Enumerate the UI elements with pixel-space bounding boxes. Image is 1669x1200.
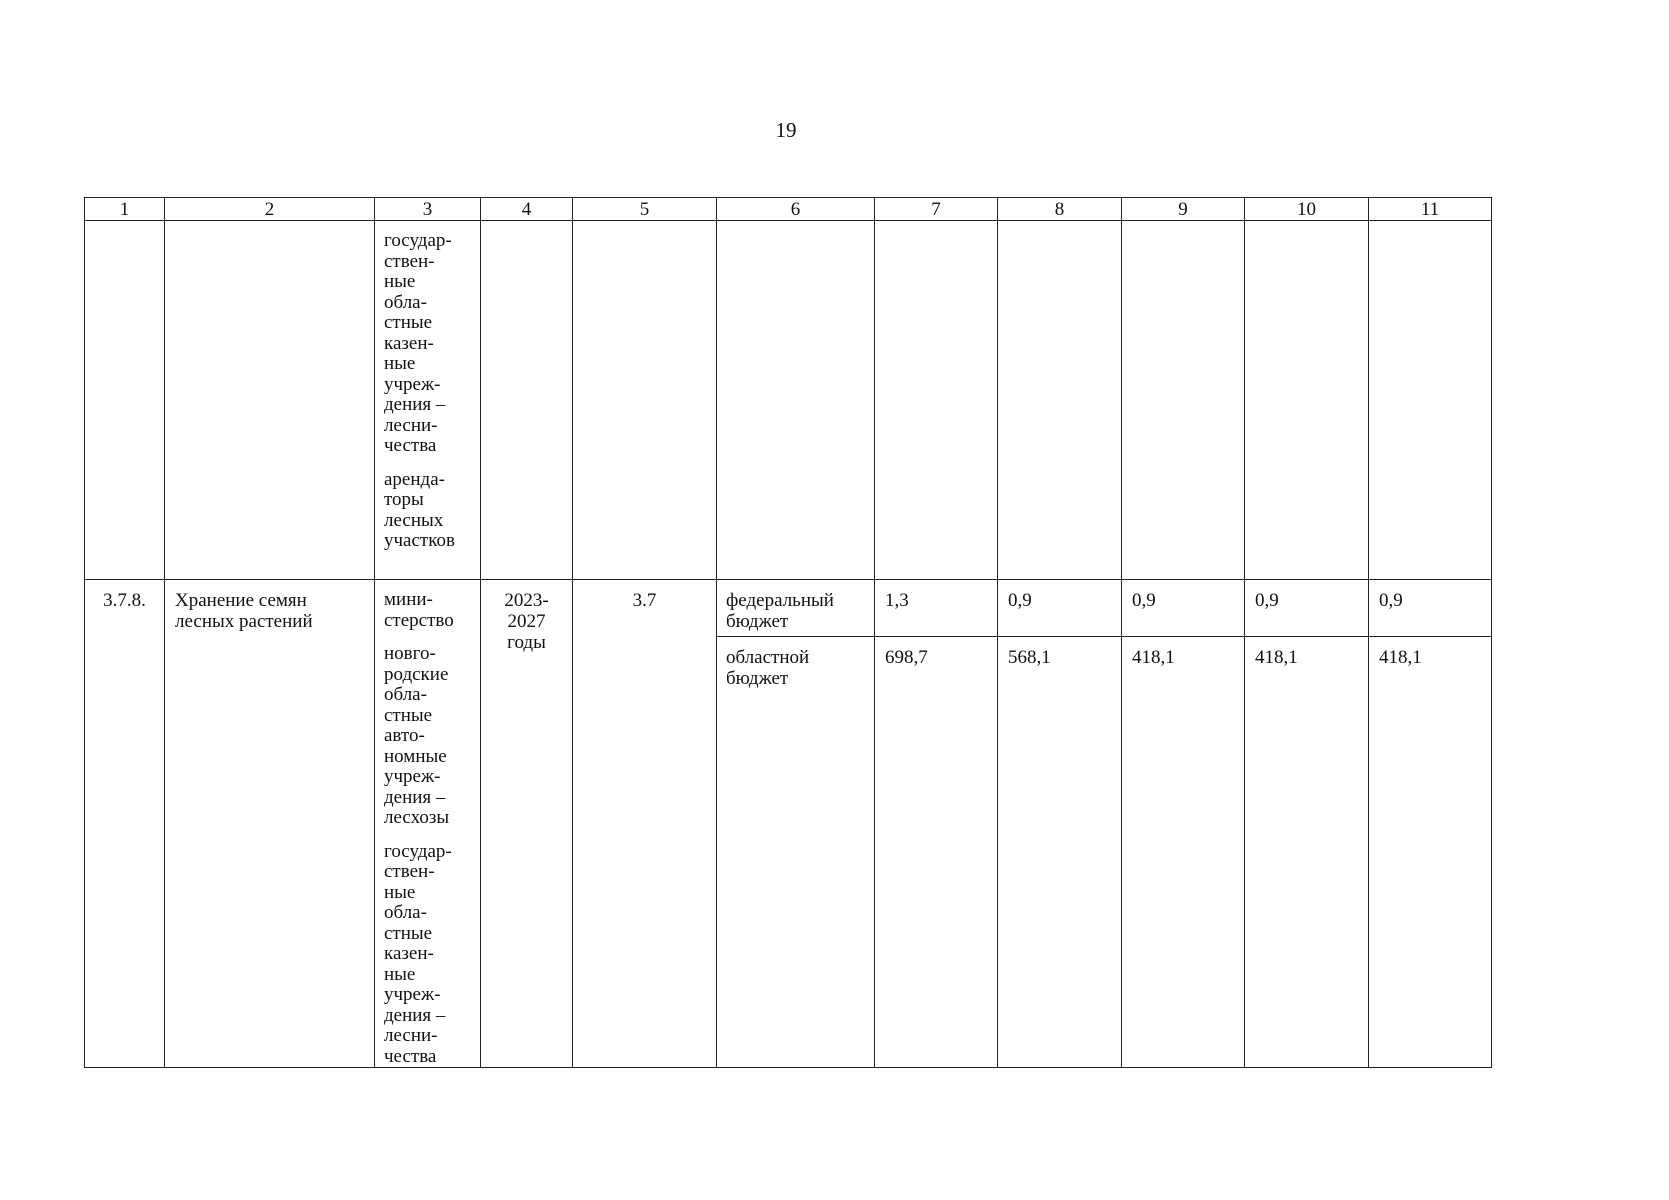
executor-line: обла- bbox=[384, 291, 427, 313]
column-number-header: 1 bbox=[85, 198, 165, 221]
column-number-header: 8 bbox=[998, 198, 1122, 221]
value-cell bbox=[998, 580, 1122, 1068]
period-cell bbox=[481, 221, 573, 580]
continuation-row bbox=[85, 221, 1492, 580]
column-number-header: 6 bbox=[717, 198, 875, 221]
executor-item bbox=[384, 231, 478, 457]
executor-line: лесных bbox=[384, 509, 444, 531]
executor-item bbox=[384, 644, 478, 829]
value-cell bbox=[1122, 221, 1245, 580]
executor-cell bbox=[375, 221, 481, 580]
value-cell bbox=[1122, 580, 1245, 1068]
executor-line: родские bbox=[384, 663, 449, 685]
target-reference: 3.7 bbox=[632, 590, 657, 611]
value-cell bbox=[1369, 221, 1492, 580]
column-number-header: 9 bbox=[1122, 198, 1245, 221]
executor-line: аренда- bbox=[384, 468, 445, 490]
column-number-header: 2 bbox=[165, 198, 375, 221]
executor-list bbox=[375, 580, 480, 1067]
column-number-header: 11 bbox=[1369, 198, 1492, 221]
executor-line: ные bbox=[384, 353, 416, 374]
column-number-header-row bbox=[85, 198, 1492, 221]
executor-line: участков bbox=[384, 530, 455, 551]
executor-line: дения – bbox=[384, 394, 446, 415]
value-cell bbox=[875, 580, 998, 1068]
funding-source-federal: федеральный бюджет bbox=[717, 580, 874, 637]
regional-value: 418,1 bbox=[1379, 647, 1422, 668]
federal-value: 0,9 bbox=[998, 580, 1121, 637]
executor-line: обла- bbox=[384, 902, 427, 923]
executor-line: учреж- bbox=[384, 766, 441, 787]
activity-number: 3.7.8. bbox=[103, 590, 146, 611]
executor-line: ные bbox=[384, 271, 416, 292]
activity-name-cell bbox=[165, 580, 375, 1068]
executor-line: стные bbox=[384, 922, 433, 944]
federal-value: 0,9 bbox=[1122, 580, 1244, 637]
target-cell bbox=[573, 580, 717, 1068]
activity-row-3-7-8 bbox=[85, 580, 1492, 1068]
executor-line: государ- bbox=[384, 230, 452, 251]
executor-line: чества bbox=[384, 435, 437, 456]
regional-value: 698,7 bbox=[885, 647, 928, 668]
period-cell bbox=[481, 580, 573, 1068]
program-activities-table bbox=[84, 197, 1492, 1068]
federal-value: 0,9 bbox=[1369, 580, 1491, 637]
source-cell bbox=[717, 580, 875, 1068]
executor-line: ные bbox=[384, 881, 416, 903]
executor-item bbox=[384, 590, 478, 631]
executor-line: казен- bbox=[384, 332, 434, 354]
executor-line: государ- bbox=[384, 840, 452, 862]
executor-line: стные bbox=[384, 704, 433, 726]
executor-line: номные bbox=[384, 745, 447, 767]
activity-name: Хранение семян лесных растений bbox=[175, 590, 313, 632]
executor-line: дения – bbox=[384, 786, 446, 808]
value-cell bbox=[998, 221, 1122, 580]
target-cell bbox=[573, 221, 717, 580]
executor-line: лесхозы bbox=[384, 807, 450, 828]
executor-line: ствен- bbox=[384, 250, 435, 272]
executor-item bbox=[384, 842, 478, 1068]
activity-name-cell bbox=[165, 221, 375, 580]
executor-line: ные bbox=[384, 963, 416, 985]
activity-number-cell bbox=[85, 580, 165, 1068]
source-cell bbox=[717, 221, 875, 580]
funding-source-regional: областной бюджет bbox=[726, 647, 810, 689]
executor-line: учреж- bbox=[384, 373, 441, 395]
value-cell bbox=[1245, 580, 1369, 1068]
executor-line: мини- bbox=[384, 589, 433, 610]
column-number-header: 10 bbox=[1245, 198, 1369, 221]
activity-period: 2023-2027 годы bbox=[504, 590, 549, 653]
executor-line: стерство bbox=[384, 609, 454, 631]
executor-item bbox=[384, 470, 478, 552]
executor-line: стные bbox=[384, 312, 433, 333]
executor-line: казен- bbox=[384, 943, 434, 964]
executor-line: авто- bbox=[384, 725, 425, 746]
page-number: 19 bbox=[775, 118, 797, 142]
executor-line: учреж- bbox=[384, 984, 441, 1005]
executor-line: ствен- bbox=[384, 861, 435, 882]
column-number-header: 4 bbox=[481, 198, 573, 221]
column-number-header: 3 bbox=[375, 198, 481, 221]
federal-value: 1,3 bbox=[875, 580, 997, 637]
federal-value: 0,9 bbox=[1245, 580, 1368, 637]
regional-value: 418,1 bbox=[1255, 647, 1298, 668]
regional-value: 418,1 bbox=[1132, 647, 1175, 668]
column-number-header: 5 bbox=[573, 198, 717, 221]
executor-list bbox=[375, 221, 480, 552]
number-cell bbox=[85, 221, 165, 580]
executor-line: дения – bbox=[384, 1004, 446, 1026]
value-cell bbox=[1245, 221, 1369, 580]
executor-line: лесни- bbox=[384, 414, 438, 436]
value-cell bbox=[1369, 580, 1492, 1068]
executor-cell bbox=[375, 580, 481, 1068]
value-cell bbox=[875, 221, 998, 580]
regional-value: 568,1 bbox=[1008, 647, 1051, 668]
column-number-header: 7 bbox=[875, 198, 998, 221]
executor-line: торы bbox=[384, 489, 424, 510]
executor-line: лесни- bbox=[384, 1025, 438, 1046]
executor-line: новго- bbox=[384, 643, 436, 664]
executor-line: чества bbox=[384, 1045, 437, 1067]
executor-line: обла- bbox=[384, 684, 427, 705]
